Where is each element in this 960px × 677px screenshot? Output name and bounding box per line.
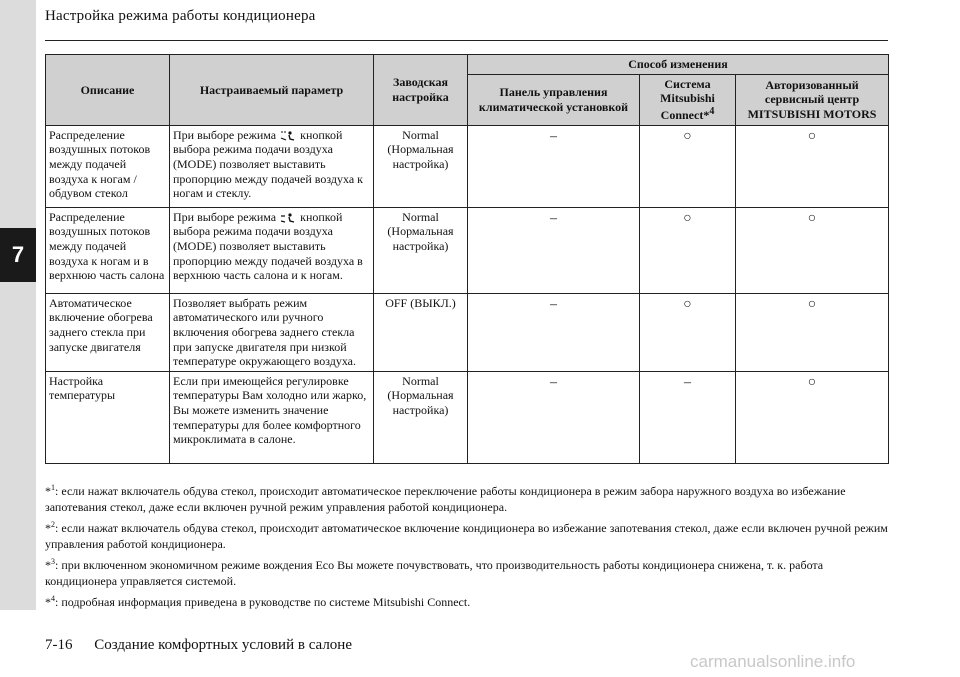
footnote-num: 3 <box>51 557 55 566</box>
row-parameter <box>170 125 374 207</box>
header-description: Описание <box>46 55 170 126</box>
header-connect <box>640 74 736 125</box>
footnote-2 <box>45 517 888 552</box>
air-foot-defrost-icon <box>279 130 297 142</box>
row-description: Распределение воздушных потоков между подачей воздуха к ногам / обдувом стекол <box>46 125 170 207</box>
footnote-mark: * <box>45 484 51 498</box>
row-param-before: При выборе режима <box>173 127 277 142</box>
watermark: carmanualsonline.info <box>690 652 856 671</box>
row-panel: – <box>468 207 640 293</box>
header-panel: Панель управления климатической установкой <box>468 74 640 125</box>
row-parameter: Если при имеющейся регулировке температуры Вам холодно или жарко, Вы можете изменить значение температуры для более комфортного микроклимата в салоне. <box>170 371 374 463</box>
row-panel: – <box>468 371 640 463</box>
row-dealer: ○ <box>736 207 889 293</box>
header-connect-line2: Connect* <box>660 107 710 122</box>
row-param-after: кнопкой выбора режима подачи воздуха (MODE) позволяет выставить пропорцию между подачей воздуха к ногам и стеклу. <box>173 127 363 201</box>
row-dealer: ○ <box>736 293 889 371</box>
settings-table <box>45 54 889 464</box>
footnote-3 <box>45 554 888 589</box>
row-param-before: При выборе режима <box>173 209 277 224</box>
footnote-1 <box>45 480 888 515</box>
air-face-foot-icon <box>279 212 297 224</box>
row-connect: ○ <box>640 207 736 293</box>
left-margin-strip <box>0 0 36 610</box>
row-parameter: Позволяет выбрать режим автоматического или ручного включения обогрева заднего стекла при запуске двигателя при низкой температуре окружающего воздуха. <box>170 293 374 371</box>
row-factory: Normal (Нормальная настройка) <box>374 207 468 293</box>
footnote-text: : если нажат включатель обдува стекол, происходит автоматическое переключение работы кондиционера в режим забора наружного воздуха во избежание запотевания стекол, даже если включен ручной режим управления работой кондиционера. <box>45 484 846 514</box>
row-description: Автоматическое включение обогрева заднего стекла при запуске двигателя <box>46 293 170 371</box>
header-dealer: Авторизованный сервисный центр MITSUBISHI MOTORS <box>736 74 889 125</box>
table-row <box>46 125 889 207</box>
page-footer <box>45 637 352 654</box>
footnote-num: 1 <box>51 483 55 492</box>
row-connect: ○ <box>640 293 736 371</box>
page-header: Настройка режима работы кондиционера <box>45 8 316 24</box>
footnote-mark: * <box>45 595 51 609</box>
row-description: Распределение воздушных потоков между подачей воздуха к ногам и в верхнюю часть салона <box>46 207 170 293</box>
section-title: Создание комфортных условий в салоне <box>94 637 352 653</box>
footnote-text: : подробная информация приведена в руководстве по системе Mitsubishi Connect. <box>55 595 471 609</box>
footnote-mark: * <box>45 558 51 572</box>
table-row <box>46 207 889 293</box>
footnotes <box>45 480 888 612</box>
header-method: Способ изменения <box>468 55 889 75</box>
footnote-mark: * <box>45 521 51 535</box>
row-parameter <box>170 207 374 293</box>
chapter-tab[interactable]: 7 <box>0 228 36 282</box>
footnote-4 <box>45 591 888 610</box>
row-param-after: кнопкой выбора режима подачи воздуха (MODE) позволяет выставить пропорцию между подачей воздуха в верхнюю часть салона и к ногам. <box>173 209 363 283</box>
row-factory: Normal (Нормальная настройка) <box>374 125 468 207</box>
table-row <box>46 371 889 463</box>
row-dealer: ○ <box>736 371 889 463</box>
row-panel: – <box>468 293 640 371</box>
row-factory: OFF (ВЫКЛ.) <box>374 293 468 371</box>
footnote-text: : при включенном экономичном режиме вождения Eco Вы можете почувствовать, что производительность работы кондиционера снижена, т. к. работа кондиционера управляется системой. <box>45 558 824 588</box>
row-connect: – <box>640 371 736 463</box>
header-parameter: Настраиваемый параметр <box>170 55 374 126</box>
row-panel: – <box>468 125 640 207</box>
header-factory: Заводская настройка <box>374 55 468 126</box>
footnote-text: : если нажат включатель обдува стекол, происходит автоматическое включение кондиционера во избежание запотевания стекол, даже если включен ручной режим управления работой кондиционера. <box>45 521 888 551</box>
footnote-num: 4 <box>51 594 55 603</box>
table-row <box>46 293 889 371</box>
header-connect-sup: 4 <box>709 105 715 117</box>
row-factory: Normal (Нормальная настройка) <box>374 371 468 463</box>
row-description: Настройка температуры <box>46 371 170 463</box>
row-connect: ○ <box>640 125 736 207</box>
header-divider <box>45 40 888 41</box>
header-connect-line1: Система Mitsubishi <box>660 76 715 106</box>
page-number: 7-16 <box>45 637 73 653</box>
footnote-num: 2 <box>51 520 55 529</box>
row-dealer: ○ <box>736 125 889 207</box>
